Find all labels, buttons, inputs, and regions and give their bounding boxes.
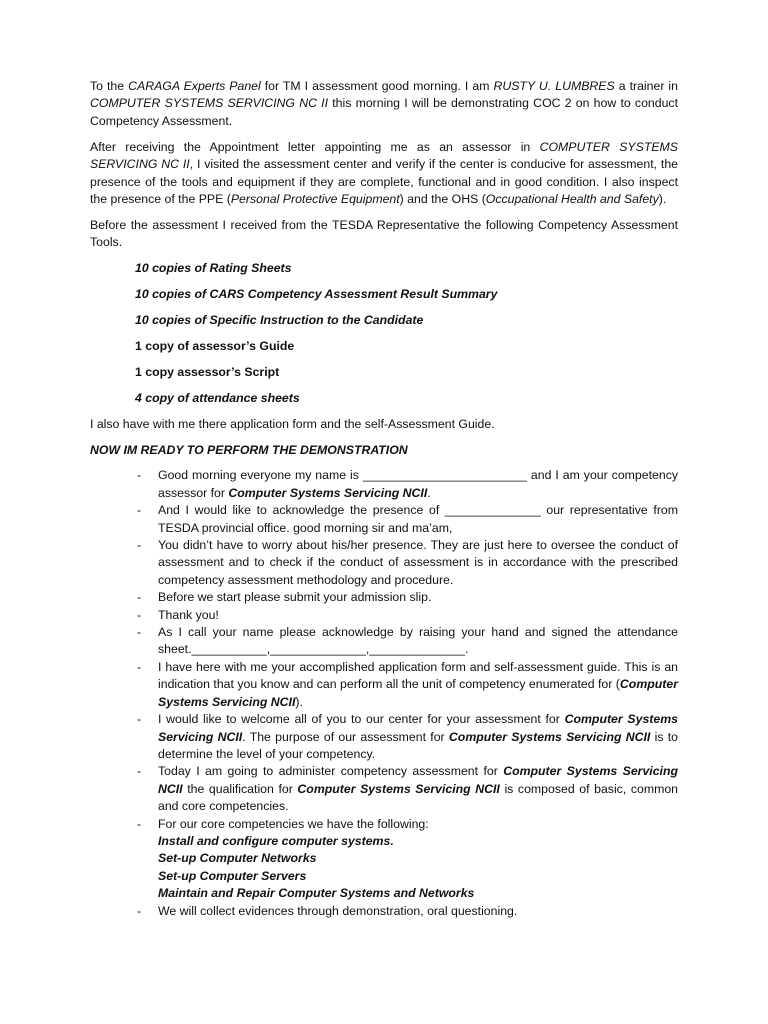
text-run: For our core competencies we have the following:: [158, 816, 429, 831]
bullet-dash: -: [137, 503, 142, 518]
assessment-tools-list: [135, 260, 678, 407]
bullet-dash: -: [137, 659, 142, 674]
core-competency-item: Maintain and Repair Computer Systems and Networks: [158, 886, 475, 901]
application-form-note: I also have with me there application form and the self-Assessment Guide.: [90, 416, 495, 431]
text-run: I have here with me your accomplished application form and self-assessment guide. This is an indication that you know and can perform all the unit of competency enumerated for (: [158, 659, 678, 692]
text-run: Today I am going to administer competency assessment for: [158, 764, 504, 779]
text-run: Computer Systems Servicing NCII: [297, 781, 500, 796]
script-bullet-item: [90, 903, 678, 920]
script-bullet-item: [90, 467, 678, 502]
bullet-dash: -: [137, 816, 142, 831]
core-competency-item: Set-up Computer Servers: [158, 868, 307, 883]
text-run: .: [427, 485, 431, 500]
text-run: To the: [90, 79, 129, 93]
text-run: the qualification for: [182, 781, 298, 796]
text-run: Computer Systems Servicing NCII: [158, 712, 678, 744]
bullet-dash: -: [137, 538, 142, 553]
text-run: Occupational Health and Safety: [485, 191, 659, 206]
text-run: Before we start please submit your admission slip.: [158, 590, 432, 605]
text-run: As I call your name please acknowledge by raising your hand and signed the attendance sheet.___________,______________,______________.: [158, 625, 678, 657]
core-competency-item: Install and configure computer systems.: [158, 833, 394, 848]
text-run: We will collect evidences through demonstration, oral questioning.: [158, 903, 518, 918]
script-bullet-item: [90, 763, 678, 815]
assessment-tool-item: 4 copy of attendance sheets: [135, 390, 300, 405]
text-run: Computer Systems Servicing NCII: [228, 485, 428, 500]
script-bullet-item: [90, 537, 678, 589]
intro-paragraph-1: [90, 78, 678, 130]
assessment-tool-item: 1 copy of assessor’s Guide: [135, 338, 295, 353]
text-run: Thank you!: [158, 607, 219, 622]
script-bullet-item: [90, 711, 678, 763]
text-run: . The purpose of our assessment for: [242, 729, 449, 744]
text-run: a trainer in: [614, 79, 679, 93]
text-run: I would like to welcome all of you to our center for your assessment for: [158, 712, 565, 727]
script-bullet-item: [90, 659, 678, 711]
text-run: And I would like to acknowledge the presence of ______________ our representative from TESDA provincial office. good morning sir and ma’am,: [158, 503, 678, 535]
text-run: COMPUTER SYSTEMS SERVICING NC II: [90, 96, 329, 111]
text-run: this morning I will be demonstrating COC 2 on how to conduct Competency Assessment.: [90, 96, 678, 128]
text-run: Good morning everyone my name is ________________________ and I am your competency assessor for: [158, 468, 678, 500]
script-bullet-item: [90, 607, 678, 624]
script-bullet-item: [90, 502, 678, 537]
text-run: RUSTY U. LUMBRES: [493, 79, 615, 93]
bullet-dash: -: [137, 903, 142, 918]
bullet-dash: -: [137, 468, 142, 483]
text-run: CARAGA Experts Panel: [128, 79, 261, 93]
bullet-dash: -: [137, 625, 142, 640]
text-run: ) and the OHS (: [399, 191, 486, 206]
script-bullet-item: [90, 816, 678, 903]
text-run: is composed of basic, common and core competencies.: [158, 781, 679, 814]
text-run: ).: [295, 694, 303, 709]
text-run: Computer Systems Servicing NCII: [158, 764, 678, 796]
text-run: , I visited the assessment center and verify if the center is conducive for assessment, the presence of the tools and equipment if they are complete, functional and in good condition. I also inspect the presence of the PPE (: [90, 157, 678, 206]
document-page: [90, 78, 678, 920]
script-bullet-item: [90, 589, 678, 606]
text-run: for TM I assessment good morning. I am: [260, 79, 494, 93]
text-run: ).: [658, 191, 667, 206]
demonstration-heading: NOW IM READY TO PERFORM THE DEMONSTRATION: [90, 442, 408, 457]
bullet-dash: -: [137, 590, 142, 605]
assessment-tool-item: 10 copies of CARS Competency Assessment Result Summary: [135, 287, 498, 302]
text-run: Computer Systems Servicing NCII: [448, 729, 651, 744]
intro-paragraph-3: Before the assessment I received from the TESDA Representative the following Competency Assessment Tools.: [90, 217, 678, 250]
bullet-dash: -: [137, 712, 142, 727]
text-run: COMPUTER SYSTEMS SERVICING NC II: [90, 139, 678, 172]
assessment-tool-item: 1 copy assessor’s Script: [135, 364, 280, 379]
assessment-tool-item: 10 copies of Rating Sheets: [135, 261, 292, 276]
script-bullet-list: [90, 467, 678, 920]
text-run: Personal Protective Equipment: [230, 191, 400, 206]
bullet-dash: -: [137, 764, 142, 779]
script-bullet-item: [90, 624, 678, 659]
text-run: After receiving the Appointment letter appointing me as an assessor in: [90, 139, 540, 154]
bullet-dash: -: [137, 607, 142, 622]
core-competency-item: Set-up Computer Networks: [158, 851, 317, 866]
text-run: Computer Systems Servicing NCII: [158, 677, 678, 709]
text-run: You didn’t have to worry about his/her presence. They are just here to oversee the conduct of assessment and to check if the conduct of assessment is in accordance with the prescribed competency assessment methodology and procedure.: [158, 538, 678, 587]
text-run: is to determine the level of your competency.: [158, 729, 679, 761]
intro-paragraph-2: [90, 139, 678, 209]
assessment-tool-item: 10 copies of Specific Instruction to the Candidate: [135, 312, 424, 327]
